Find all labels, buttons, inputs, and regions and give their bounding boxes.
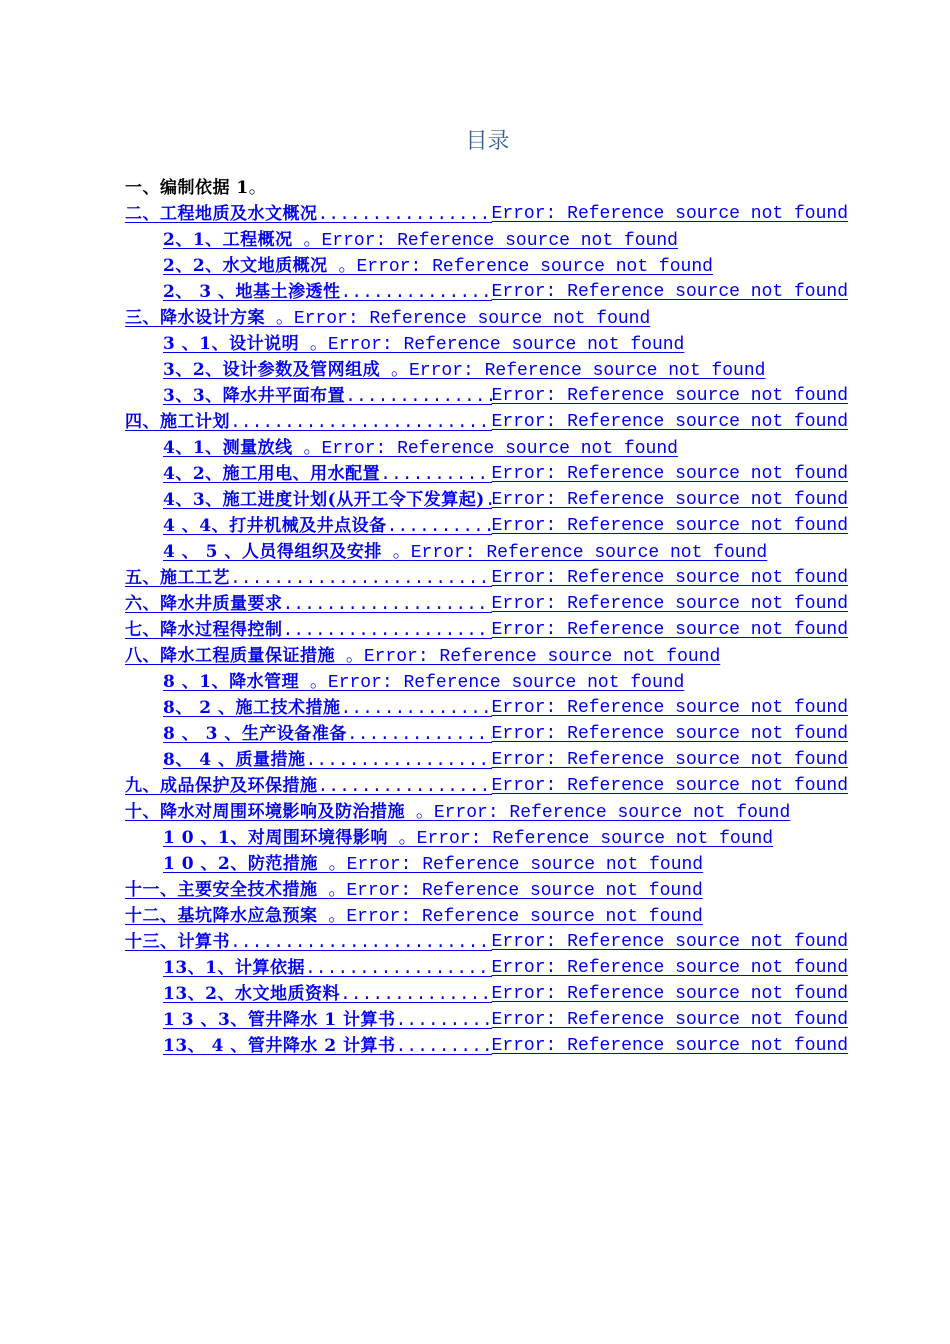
toc-entry-error: Error: Reference source not found bbox=[327, 673, 685, 693]
toc-entry-text: 4、3、施工进度计划(从开工令下发算起) bbox=[163, 490, 485, 510]
toc-entry-error: Error: Reference source not found bbox=[491, 386, 848, 406]
toc-entry-sep: 。 bbox=[398, 829, 417, 849]
toc-entry-error: Error: Reference source not found bbox=[408, 361, 766, 381]
toc-entry-error: Error: Reference source not found bbox=[491, 282, 848, 302]
toc-entry-error: Error: Reference source not found bbox=[491, 490, 848, 510]
toc-entry-text: 8 、 3 、生产设备准备 bbox=[163, 724, 347, 744]
toc-entry-error: Error: Reference source not found bbox=[491, 568, 848, 588]
toc-entry-4[interactable] bbox=[125, 409, 848, 435]
toc-entry-text: 十一、主要安全技术措施 bbox=[125, 880, 318, 900]
toc-entry-error: Error: Reference source not found bbox=[491, 1036, 848, 1056]
toc-entry-8-4[interactable] bbox=[163, 747, 848, 773]
toc-title: 目录 bbox=[465, 129, 510, 154]
toc-entry-text: 1 0 、2、防范措施 bbox=[163, 854, 318, 874]
toc-entry-error: Error: Reference source not found bbox=[433, 803, 791, 823]
toc-entry-error: Error: Reference source not found bbox=[491, 1010, 848, 1030]
toc-entry-sep: 。 bbox=[328, 855, 347, 875]
toc-entry-3[interactable] bbox=[125, 305, 848, 331]
toc-entry-text: 2、2、水文地质概况 bbox=[163, 256, 328, 276]
toc-entry-13-4[interactable] bbox=[163, 1033, 848, 1059]
toc-entry-13-1[interactable] bbox=[163, 955, 848, 981]
toc-entry-text: 八、降水工程质量保证措施 bbox=[125, 646, 335, 666]
toc-entry-13-2[interactable] bbox=[163, 981, 848, 1007]
toc-entry-9[interactable] bbox=[125, 773, 848, 799]
toc-entry-text: 3、2、设计参数及管网组成 bbox=[163, 360, 381, 380]
toc-entry-error: Error: Reference source not found bbox=[491, 464, 848, 484]
toc-entry-error: Error: Reference source not found bbox=[491, 958, 848, 978]
toc-entry-text: 4 、 5 、人员得组织及安排 bbox=[163, 542, 382, 562]
toc-entry-3-3[interactable] bbox=[163, 383, 848, 409]
toc-entry-text: 二、工程地质及水文概况 bbox=[125, 204, 318, 224]
toc-entry-sep: 。 bbox=[328, 881, 347, 901]
toc-entry-5[interactable] bbox=[125, 565, 848, 591]
toc-entry-text: 十、降水对周围环境影响及防治措施 bbox=[125, 802, 405, 822]
toc-entry-sep: 。 bbox=[309, 335, 328, 355]
toc-entry-text: 13、2、水文地质资料 bbox=[163, 984, 340, 1004]
toc-entry-text: 一、编制依据 1 bbox=[125, 178, 249, 198]
toc-entry-text: 13、1、计算依据 bbox=[163, 958, 305, 978]
toc-entry-error: Error: Reference source not found bbox=[491, 516, 848, 536]
toc-entry-error: Error: Reference source not found bbox=[416, 829, 774, 849]
toc-entry-sep: 。 bbox=[309, 673, 328, 693]
toc-entry-error: Error: Reference source not found bbox=[346, 881, 703, 901]
toc-entry-error: Error: Reference source not found bbox=[293, 309, 651, 329]
toc-entry-text: 8、 2 、施工技术措施 bbox=[163, 698, 341, 718]
toc-entry-sep: 。 bbox=[275, 309, 294, 329]
toc-entry-text: 2、1、工程概况 bbox=[163, 230, 293, 250]
toc-entry-2-1[interactable] bbox=[163, 227, 848, 253]
toc-entry-error: Error: Reference source not found bbox=[491, 698, 848, 718]
toc-entry-2[interactable] bbox=[125, 201, 848, 227]
toc-entry-text: 3 、1、设计说明 bbox=[163, 334, 300, 354]
toc-entry-text: 四、施工计划 bbox=[125, 412, 230, 432]
toc-entry-error: Error: Reference source not found bbox=[346, 855, 704, 875]
toc-entry-error: Error: Reference source not found bbox=[363, 647, 721, 667]
toc-entry-error: Error: Reference source not found bbox=[491, 204, 848, 224]
toc-entry-error: Error: Reference source not found bbox=[491, 750, 848, 770]
toc-entry-error: Error: Reference source not found bbox=[491, 620, 848, 640]
toc-entry-text: 4 、4、打井机械及井点设备 bbox=[163, 516, 387, 536]
toc-entry-4-3[interactable] bbox=[163, 487, 848, 513]
toc-entry-error: Error: Reference source not found bbox=[321, 439, 678, 459]
toc-entry-13[interactable] bbox=[125, 929, 848, 955]
toc-entry-6[interactable] bbox=[125, 591, 848, 617]
toc-entry-4-5[interactable] bbox=[163, 539, 848, 565]
toc-entry-error: Error: Reference source not found bbox=[321, 231, 678, 251]
toc-entry-error: Error: Reference source not found bbox=[491, 594, 848, 614]
toc-entry-sep: 。 bbox=[390, 361, 409, 381]
toc-entry-text: 8、 4 、质量措施 bbox=[163, 750, 306, 770]
toc-entry-error: Error: Reference source not found bbox=[491, 984, 848, 1004]
toc-entry-2-2[interactable] bbox=[163, 253, 848, 279]
toc-entry-error: Error: Reference source not found bbox=[410, 543, 768, 563]
toc-entry-text: 五、施工工艺 bbox=[125, 568, 230, 588]
toc-entry-text: 九、成品保护及环保措施 bbox=[125, 776, 318, 796]
toc-entry-error: Error: Reference source not found bbox=[491, 776, 848, 796]
toc-entry-suffix: 。 bbox=[248, 179, 267, 199]
toc-entry-sep: 。 bbox=[338, 257, 357, 277]
toc-entry-8-1[interactable] bbox=[163, 669, 848, 695]
toc-entry-error: Error: Reference source not found bbox=[356, 257, 713, 277]
toc-entry-error: Error: Reference source not found bbox=[491, 932, 848, 952]
toc-entry-text: 1 0 、1、对周围环境得影响 bbox=[163, 828, 388, 848]
toc-entry-8-2[interactable] bbox=[163, 695, 848, 721]
toc-entry-text: 4、1、测量放线 bbox=[163, 438, 293, 458]
toc-entry-sep: 。 bbox=[392, 543, 411, 563]
toc-entry-11[interactable] bbox=[125, 877, 848, 903]
toc-entry-sep: 。 bbox=[328, 907, 347, 927]
toc-entry-sep: 。 bbox=[303, 439, 322, 459]
toc-entry-text: 十二、基坑降水应急预案 bbox=[125, 906, 318, 926]
toc-entry-text: 13、 4 、管井降水 2 计算书 bbox=[163, 1036, 396, 1056]
toc-entry-3-1[interactable] bbox=[163, 331, 848, 357]
toc-entry-7[interactable] bbox=[125, 617, 848, 643]
toc-entry-8-3[interactable] bbox=[163, 721, 848, 747]
toc-entry-13-3[interactable] bbox=[163, 1007, 848, 1033]
toc-entry-text: 4、2、施工用电、用水配置 bbox=[163, 464, 381, 484]
toc-entry-12[interactable] bbox=[125, 903, 848, 929]
toc-entry-error: Error: Reference source not found bbox=[346, 907, 703, 927]
toc-entry-4-4[interactable] bbox=[163, 513, 848, 539]
toc-entry-text: 1 3 、3、管井降水 1 计算书 bbox=[163, 1010, 396, 1030]
toc-entry-sep: 。 bbox=[345, 647, 364, 667]
toc-entry-text: 十三、计算书 bbox=[125, 932, 230, 952]
toc-entry-10[interactable] bbox=[125, 799, 848, 825]
toc-entry-10-1[interactable] bbox=[163, 825, 848, 851]
toc-entry-text: 8 、1、降水管理 bbox=[163, 672, 300, 692]
toc-entry-text: 三、降水设计方案 bbox=[125, 308, 265, 328]
toc-entry-text: 六、降水井质量要求 bbox=[125, 594, 283, 614]
toc-entry-sep: 。 bbox=[303, 231, 322, 251]
toc-entry-text: 七、降水过程得控制 bbox=[125, 620, 283, 640]
toc-entry-10-2[interactable] bbox=[163, 851, 848, 877]
toc-entry-2-3[interactable] bbox=[163, 279, 848, 305]
toc-entry-sep: 。 bbox=[415, 803, 434, 823]
toc-entry-1 bbox=[125, 175, 425, 201]
toc-entry-4-1[interactable] bbox=[163, 435, 848, 461]
toc-entry-text: 2、 3 、地基土渗透性 bbox=[163, 282, 341, 302]
toc-entry-4-2[interactable] bbox=[163, 461, 848, 487]
toc-entry-error: Error: Reference source not found bbox=[327, 335, 685, 355]
toc-entry-error: Error: Reference source not found bbox=[491, 724, 848, 744]
toc-entry-3-2[interactable] bbox=[163, 357, 848, 383]
toc-entry-text: 3、3、降水井平面布置 bbox=[163, 386, 346, 406]
toc-entry-error: Error: Reference source not found bbox=[491, 412, 848, 432]
toc-entry-8[interactable] bbox=[125, 643, 848, 669]
